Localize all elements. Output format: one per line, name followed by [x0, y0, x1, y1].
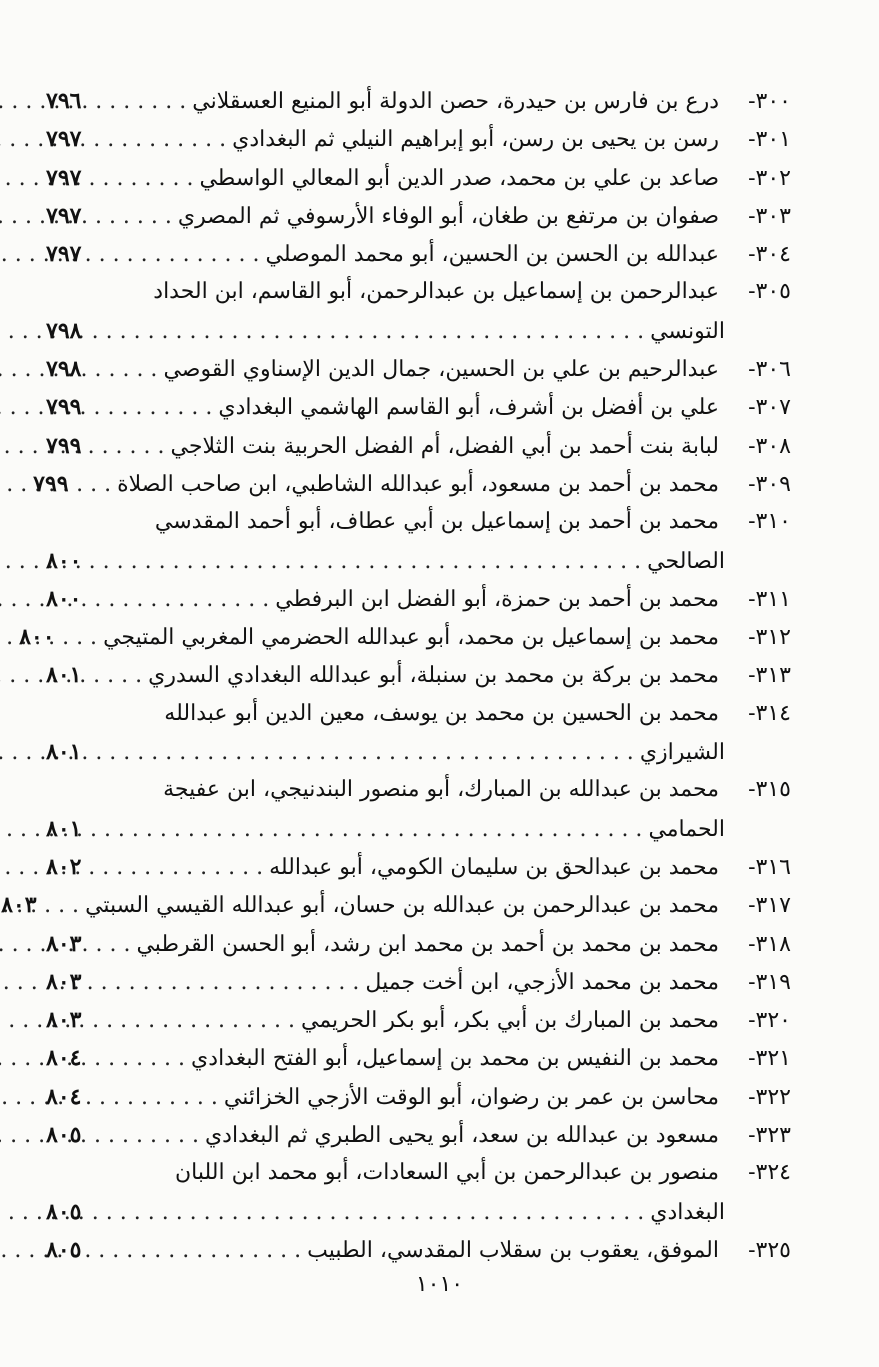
entry-title: صفوان بن مرتفع بن طغان، أبو الوفاء الأرسوفي ثم المصري [177, 203, 719, 229]
entry-title: عبدالله بن الحسن بن الحسين، أبو محمد الموصلي [265, 242, 719, 268]
dot-leader [105, 466, 117, 504]
entry-number: ٣١٩- [748, 969, 791, 995]
entry-number: ٣٠١- [748, 127, 791, 153]
entry-number: ٣١٨- [748, 931, 791, 957]
index-entry [46, 350, 791, 388]
entry-title: محمد بن المبارك بن أبي بكر، أبو بكر الحريمي [301, 1008, 719, 1034]
index-entry [46, 1039, 791, 1077]
page-number: ١٠١٠ [415, 1272, 464, 1297]
entry-number: ٣١٥- [748, 777, 791, 803]
index-entry [46, 1154, 791, 1192]
entry-title: منصور بن عبدالرحمن بن أبي السعادات، أبو محمد ابن اللبان [175, 1160, 719, 1186]
entry-title: الصالحي [647, 548, 725, 574]
entry-page-number: ٧٩٩ [33, 470, 69, 497]
dot-leader [118, 313, 650, 351]
index-entry [46, 733, 791, 771]
dot-leader [118, 236, 266, 274]
entry-number: ٣١٠- [748, 509, 791, 535]
index-entry [46, 1231, 791, 1269]
entry-number: ٣٠٣- [748, 203, 791, 229]
entry-page-number: ٧٩٨ [46, 317, 82, 344]
dot-leader [118, 1117, 205, 1155]
entry-number: ٣٠٤- [748, 242, 791, 268]
entry-title: البغدادي [650, 1199, 725, 1225]
index-entry [46, 695, 791, 733]
entry-page-number: ٨٠٠ [19, 624, 55, 651]
index-entry [46, 848, 791, 886]
index-entry [19, 618, 791, 656]
entry-title: صاعد بن علي بن محمد، صدر الدين أبو المعالي الواسطي [199, 165, 719, 191]
index-entry [46, 1078, 791, 1116]
entry-page-number: ٨٠٣ [46, 930, 82, 957]
entry-number: ٣٠٩- [748, 471, 791, 497]
dot-leader [118, 160, 199, 198]
index-entry [46, 273, 791, 311]
entry-title: محمد بن إسماعيل بن محمد، أبو عبدالله الحضرمي المغربي المتيجي [103, 625, 719, 651]
dot-leader [118, 964, 365, 1002]
index-entry [46, 120, 791, 158]
index-entry [46, 503, 791, 541]
entry-number: ٣٠٠- [748, 89, 791, 114]
entry-page-number: ٨٠٤ [46, 1045, 82, 1072]
dot-leader [118, 428, 171, 466]
entry-title: لبابة بنت أحمد بن أبي الفضل، أم الفضل الحربية بنت الثلاجي [170, 433, 719, 459]
dot-leader [118, 389, 218, 427]
dot-leader [91, 619, 103, 657]
entry-title: محمد بن بركة بن محمد بن سنبلة، أبو عبدالله البغدادي السدري [148, 663, 719, 689]
entry-title: محاسن بن عمر بن رضوان، أبو الوقت الأزجي الخزائني [223, 1084, 719, 1110]
dot-leader [118, 198, 178, 236]
entry-page-number: ٨٠٥ [46, 1236, 82, 1263]
entry-page-number: ٨٠٣ [46, 1007, 82, 1034]
dot-leader [118, 734, 640, 772]
entry-title: محمد بن أحمد بن حمزة، أبو الفضل ابن البرفطي [275, 586, 719, 612]
entry-title: درع بن فارس بن حيدرة، حصن الدولة أبو المنيع العسقلاني [192, 89, 719, 114]
entry-page-number: ٨٠٢ [46, 853, 82, 880]
index-entry [46, 580, 791, 618]
dot-leader [118, 351, 163, 389]
entry-title: محمد بن أحمد بن مسعود، أبو عبدالله الشاطبي، ابن صاحب الصلاة [117, 471, 719, 497]
dot-leader [118, 1079, 224, 1117]
dot-leader [118, 1194, 650, 1232]
index-entry [46, 159, 791, 197]
entry-number: ٣٢٥- [748, 1237, 791, 1263]
entry-title: عبدالرحيم بن علي بن الحسين، جمال الدين الإسناوي القوصي [163, 357, 719, 383]
entry-page-number: ٧٩٧ [46, 164, 82, 191]
entry-title: عبدالرحمن بن إسماعيل بن عبدالرحمن، أبو القاسم، ابن الحداد [153, 279, 719, 305]
entry-page-number: ٨٠٠ [46, 547, 82, 574]
entry-title: محمد بن عبدالرحمن بن عبدالله بن حسان، أبو عبدالله القيسي السبتي [85, 893, 719, 919]
dot-leader [118, 1040, 191, 1078]
entry-page-number: ٧٩٩ [46, 432, 82, 459]
entry-page-number: ٧٩٧ [46, 202, 82, 229]
dot-leader [73, 887, 85, 925]
entry-title: الشيرازي [639, 740, 725, 766]
entry-number: ٣٢١- [748, 1046, 791, 1072]
dot-leader [118, 83, 192, 121]
entry-number: ٣١٣- [748, 663, 791, 689]
entry-title: رسن بن يحيى بن رسن، أبو إبراهيم النيلي ثم البغدادي [232, 127, 719, 153]
index-entry [33, 465, 791, 503]
entry-page-number: ٧٩٧ [46, 126, 82, 153]
index-entry [46, 388, 791, 426]
entry-page-number: ٨٠١ [46, 815, 82, 842]
entry-number: ٣٢٤- [748, 1160, 791, 1186]
dot-leader [118, 121, 232, 159]
entry-number: ٣١٧- [748, 893, 791, 919]
entry-title: مسعود بن عبدالله بن سعد، أبو يحيى الطبري ثم البغدادي [204, 1123, 719, 1149]
entry-number: ٣١٦- [748, 854, 791, 880]
dot-leader [118, 849, 269, 887]
index-entry [46, 1001, 791, 1039]
entry-page-number: ٧٩٩ [46, 394, 82, 421]
entry-page-number: ٨٠٠ [46, 585, 82, 612]
index-entry [46, 542, 791, 580]
index-entry [46, 771, 791, 809]
index-entry [46, 82, 791, 120]
entry-title: الموفق، يعقوب بن سقلاب المقدسي، الطبيب [307, 1237, 719, 1263]
entry-page-number: ٧٩٨ [46, 356, 82, 383]
index-entry [1, 886, 791, 924]
entry-title: محمد بن النفيس بن محمد بن إسماعيل، أبو الفتح البغدادي [191, 1046, 719, 1072]
index-entry [46, 656, 791, 694]
entry-number: ٣٢٢- [748, 1084, 791, 1110]
dot-leader [118, 926, 136, 964]
index-list [1, 82, 791, 1269]
index-entry [46, 963, 791, 1001]
entry-page-number: ٧٩٧ [46, 241, 82, 268]
index-entry [46, 312, 791, 350]
entry-page-number: ٨٠٣ [1, 892, 37, 919]
entry-page-number: ٨٠١ [46, 662, 82, 689]
index-entry [46, 1116, 791, 1154]
dot-leader [118, 581, 275, 619]
index-entry [46, 197, 791, 235]
entry-title: الحمامي [648, 816, 725, 842]
entry-number: ٣٠٨- [748, 433, 791, 459]
entry-page-number: ٨٠٥ [46, 1198, 82, 1225]
dot-leader [118, 543, 647, 581]
entry-number: ٣٢٣- [748, 1123, 791, 1149]
entry-title: محمد بن الحسين بن محمد بن يوسف، معين الدين أبو عبدالله [164, 700, 719, 726]
entry-title: محمد بن أحمد بن إسماعيل بن أبي عطاف، أبو أحمد المقدسي [154, 509, 719, 535]
entry-page-number: ٨٠٣ [46, 968, 82, 995]
dot-leader [118, 1232, 307, 1270]
dot-leader [118, 1002, 301, 1040]
entry-number: ٣٠٧- [748, 395, 791, 421]
index-entry [46, 235, 791, 273]
entry-page-number: ٧٩٦ [46, 88, 82, 114]
entry-title: التونسي [650, 318, 725, 344]
entry-number: ٣١٤- [748, 700, 791, 726]
entry-title: علي بن أفضل بن أشرف، أبو القاسم الهاشمي البغدادي [218, 395, 719, 421]
entry-number: ٣١١- [748, 586, 791, 612]
index-entry [46, 925, 791, 963]
entry-number: ٣٠٢- [748, 165, 791, 191]
entry-page-number: ٨٠٥ [46, 1122, 82, 1149]
index-entry [46, 810, 791, 848]
entry-title: محمد بن عبدالحق بن سليمان الكومي، أبو عبدالله [269, 854, 719, 880]
entry-number: ٣٠٥- [748, 279, 791, 305]
dot-leader [118, 657, 148, 695]
entry-number: ٣٠٦- [748, 357, 791, 383]
entry-page-number: ٨٠١ [46, 739, 82, 766]
entry-title: محمد بن محمد بن أحمد بن محمد ابن رشد، أبو الحسن القرطبي [136, 931, 719, 957]
entry-number: ٣٢٠- [748, 1008, 791, 1034]
dot-leader [118, 811, 648, 849]
entry-page-number: ٨٠٤ [46, 1083, 82, 1110]
index-entry [46, 1193, 791, 1231]
entry-number: ٣١٢- [748, 625, 791, 651]
entry-title: محمد بن محمد الأزجي، ابن أخت جميل [365, 969, 719, 995]
index-entry [46, 427, 791, 465]
entry-title: محمد بن عبدالله بن المبارك، أبو منصور البندنيجي، ابن عفيجة [163, 777, 719, 803]
